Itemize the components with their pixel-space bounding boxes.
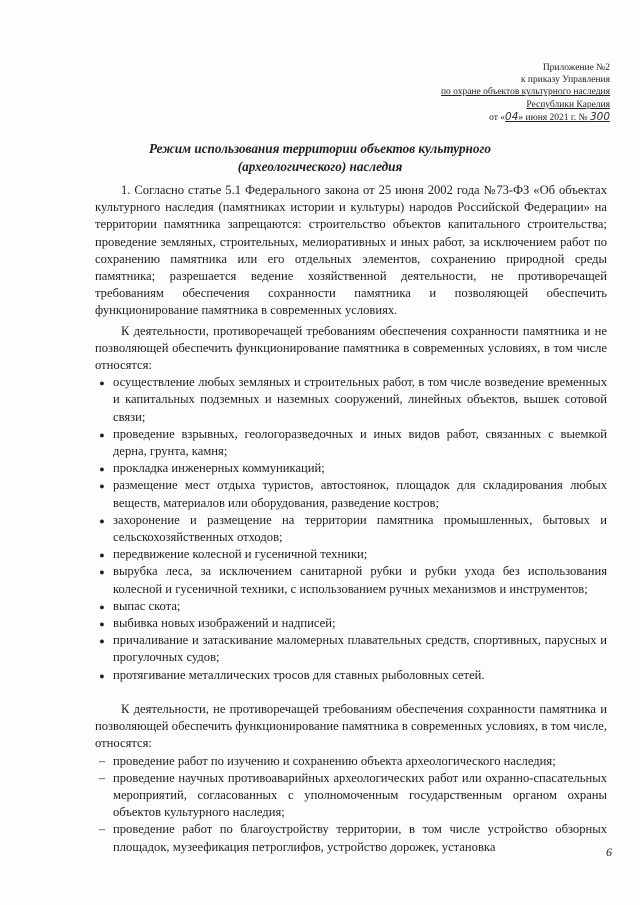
prohibited-list — [95, 374, 607, 684]
document-body — [95, 182, 607, 856]
annex-line-3: по охране объектов культурного наследия — [440, 87, 610, 98]
list-item: ● причаливание и затаскивание маломерных плавательных средств, спортивных, парусных и прогулочных судов; — [95, 632, 607, 666]
dash-icon: – — [98, 770, 106, 785]
paragraph-1: 1. Согласно статье 5.1 Федерального закона от 25 июня 2002 года №73-ФЗ «Об объектах культурного наследия (памятниках истории и культуры) народов Российской Федерации» на территории памятника запрещаются: строительство объектов капитального строительства; проведение земляных, строительных, мелиоративных и иных работ, за исключением работ по сохранению памятника или его отдельных элементов, сохранению природной среды памятника; разрешается ведение хозяйственной деятельности, не противоречащей требованиям обеспечения сохранности памятника и позволяющей обеспечить функционирование памятника в современных условиях. — [95, 183, 607, 318]
list-item: ● выпас скота; — [95, 598, 607, 615]
list-item: ● вырубка леса, за исключением санитарной рубки и рубки ухода без использования колесной и гусеничной техники, с использованием ручных механизмов и инструментов; — [95, 563, 607, 597]
annex-date-mid: » июня 2021 г. № — [518, 112, 590, 123]
list-item: ● передвижение колесной и гусеничной техники; — [95, 546, 607, 563]
bullet-icon: ● — [99, 515, 105, 526]
annex-order-number: 300 — [589, 110, 610, 123]
bullet-icon: ● — [99, 550, 105, 561]
annex-date-line — [350, 111, 610, 124]
list-item: – проведение работ по благоустройству территории, в том числе устройство обзорных площадок, музеефикация петроглифов, устройство дорожек, установка — [95, 821, 607, 855]
list-item: ● протягивание металлических тросов для ставных рыболовных сетей. — [95, 667, 607, 684]
annex-line-1: Приложение №2 — [542, 63, 610, 73]
annex-line-2: к приказу Управления — [520, 75, 610, 86]
dash-icon: – — [98, 753, 106, 768]
annex-date-day: 04 — [505, 110, 519, 123]
list-item: ● захоронение и размещение на территории памятника промышленных, бытовых и сельскохозяйственных отходов; — [95, 512, 607, 546]
list-item: ● размещение мест отдыха туристов, автостоянок, площадок для складирования любых веществ, материалов или оборудования, разведение костров; — [95, 477, 607, 511]
bullet-icon: ● — [99, 601, 105, 612]
paragraph-3: К деятельности, не противоречащей требованиям обеспечения сохранности памятника и позволяющей обеспечить функционирование памятника в современных условиях, в том числе, относятся: — [95, 701, 607, 751]
dash-icon: – — [98, 822, 106, 837]
bullet-icon: ● — [99, 464, 105, 475]
allowed-list — [95, 753, 607, 856]
page-number: 6 — [606, 845, 612, 859]
annex-line-4: Республики Карелия — [526, 99, 610, 110]
annex-date-prefix: от « — [489, 112, 506, 123]
bullet-icon: ● — [99, 429, 105, 440]
annex-header — [350, 62, 610, 124]
bullet-icon: ● — [99, 619, 105, 630]
paragraph-2: К деятельности, противоречащей требованиям обеспечения сохранности памятника и не позволяющей обеспечить функционирование памятника в современных условиях, в том числе относятся: — [95, 323, 607, 373]
bullet-icon: ● — [99, 670, 105, 681]
list-item: ● осуществление любых земляных и строительных работ, в том числе возведение временных и капитальных подземных и наземных сооружений, линейных объектов, вышек сотовой связи; — [95, 374, 607, 426]
bullet-icon: ● — [99, 567, 105, 578]
list-item: – проведение научных противоаварийных археологических работ или охранно-спасательных мероприятий, согласованных с уполномоченным государственным органом охраны объектов культурного наследия; — [95, 770, 607, 822]
bullet-icon: ● — [99, 481, 105, 492]
list-item: ● проведение взрывных, геологоразведочных и иных видов работ, связанных с выемкой дерна, грунта, камня; — [95, 426, 607, 460]
list-item: ● выбивка новых изображений и надписей; — [95, 615, 607, 632]
list-item: – проведение работ по изучению и сохранению объекта археологического наследия; — [95, 753, 607, 770]
bullet-icon: ● — [99, 378, 105, 389]
list-item: ● прокладка инженерных коммуникаций; — [95, 460, 607, 477]
document-title: Режим использования территории объектов культурного (археологического) наследия — [149, 141, 491, 174]
bullet-icon: ● — [99, 636, 105, 647]
